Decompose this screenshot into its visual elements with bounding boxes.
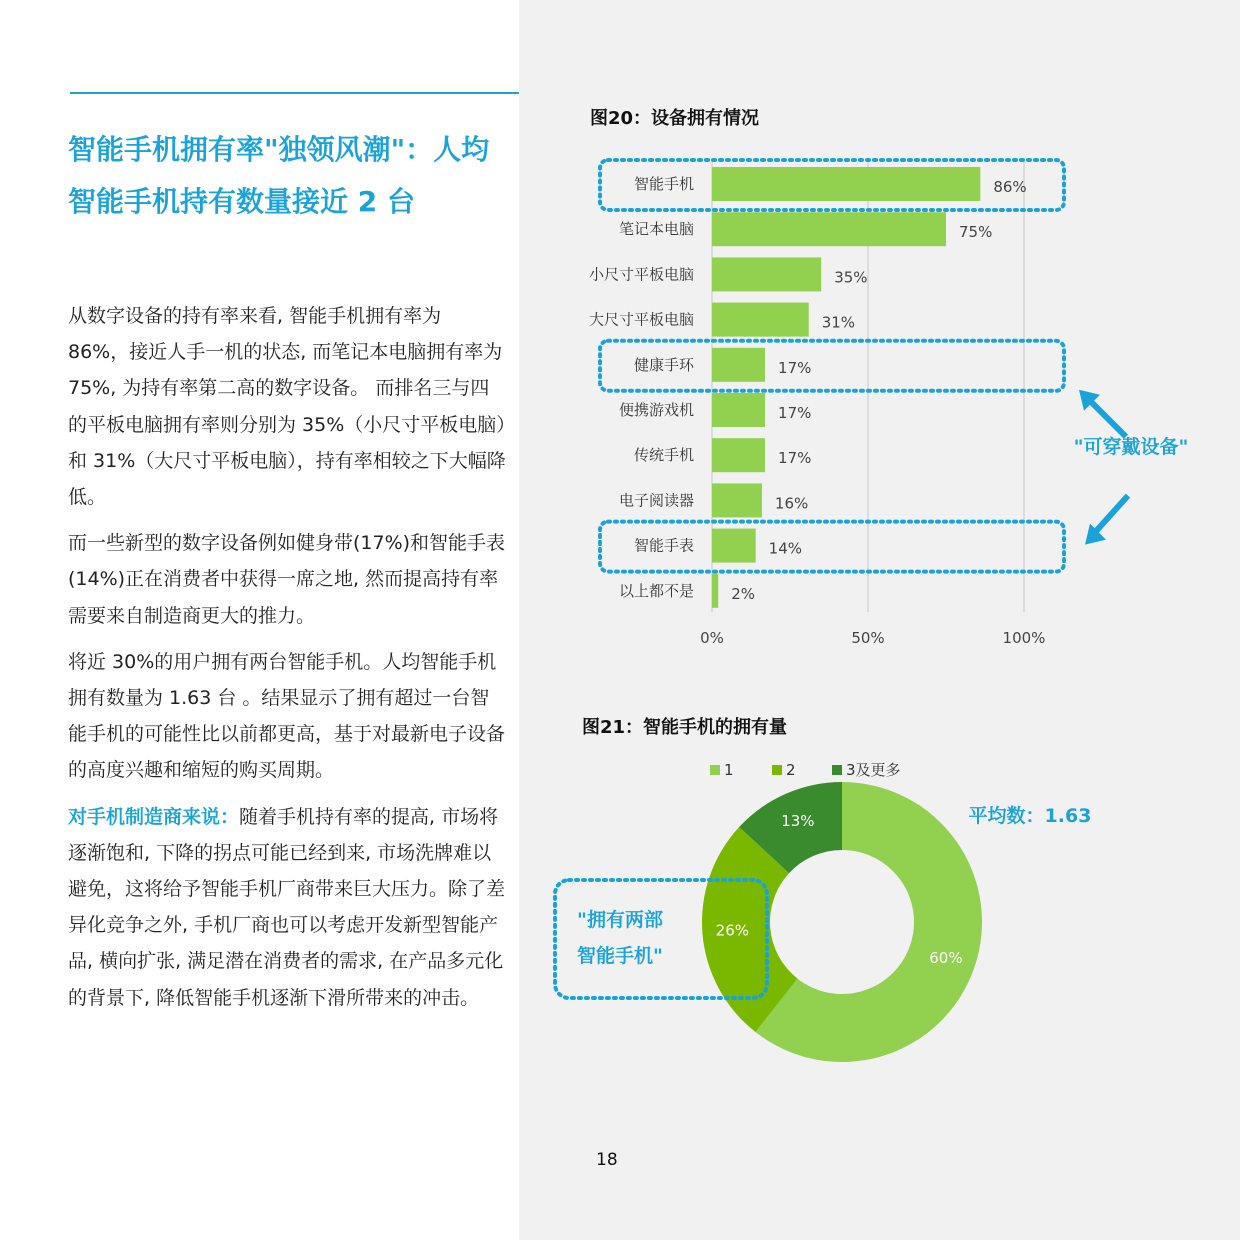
value-label: 31% — [821, 313, 856, 332]
paragraph-4 — [68, 799, 508, 1016]
legend-swatch — [772, 765, 782, 775]
category-label: 智能手机 — [633, 175, 694, 193]
bar — [712, 438, 765, 472]
two-phones-annotation-line1: "拥有两部 — [577, 909, 663, 931]
category-label: 笔记本电脑 — [618, 220, 694, 239]
bar — [712, 348, 765, 382]
page-number: 18 — [596, 1150, 618, 1170]
category-label: 传统手机 — [633, 446, 694, 465]
paragraph-4-highlight: 对手机制造商来说： — [68, 805, 240, 828]
value-label: 17% — [778, 449, 812, 468]
headline — [68, 124, 518, 228]
x-tick-label: 50% — [851, 629, 885, 647]
bar — [712, 212, 946, 246]
wearable-annotation: "可穿戴设备" — [1073, 436, 1189, 459]
legend-label: 3及更多 — [846, 761, 901, 779]
paragraph-3: 将近 30%的用户拥有两台智能手机。人均智能手机拥有数量为 1.63 台 。结果显示了拥有超过一台智能手机的可能性比以前都更高，基于对最新电子设备的高度兴趣和缩短的购买周期。 — [68, 650, 506, 782]
arrow-down-shaft — [1092, 496, 1128, 536]
slice-label: 13% — [781, 812, 815, 831]
headline-line-2: 智能手机持有数量接近 2 台 — [68, 185, 415, 218]
bar — [712, 167, 980, 201]
slice-label: 26% — [715, 921, 750, 940]
x-tick-label: 100% — [1002, 629, 1046, 647]
value-label: 17% — [778, 404, 812, 422]
paragraph-1: 从数字设备的持有率来看, 智能手机拥有率为 86%，接近人手一机的状态, 而笔记本电脑拥有率为 75%, 为持有率第二高的数字设备。 而排名三与四的平板电脑拥有率则分别为 35%（小尺寸平板电脑）和 31%（大尺寸平板电脑），持有率相较之下大幅降低。 — [68, 305, 506, 509]
value-label: 17% — [778, 358, 812, 377]
headline-line-1: 智能手机拥有率"独领风潮"：人均 — [68, 133, 490, 166]
bar — [712, 393, 765, 427]
x-tick-label: 0% — [700, 629, 724, 647]
bar — [712, 483, 762, 517]
fig21-title: 图21：智能手机的拥有量 — [582, 717, 788, 738]
bar — [712, 303, 809, 337]
fig20-title: 图20：设备拥有情况 — [590, 108, 760, 129]
category-label: 智能手表 — [633, 536, 694, 555]
bar — [712, 574, 718, 608]
category-label: 以上都不是 — [618, 581, 694, 600]
legend-swatch — [710, 765, 720, 775]
fig20-bar-chart — [560, 150, 1240, 660]
bar — [712, 257, 821, 291]
legend-swatch — [832, 765, 842, 775]
category-label: 电子阅读器 — [618, 491, 694, 510]
top-rule — [70, 92, 519, 94]
value-label: 2% — [731, 584, 756, 603]
slice-label: 60% — [929, 948, 963, 967]
body-text — [68, 298, 508, 1026]
fig21-donut-chart — [540, 750, 1240, 1100]
two-phones-annotation-line2: 智能手机" — [577, 945, 663, 967]
value-label: 35% — [834, 268, 868, 287]
legend-label: 1 — [724, 761, 734, 779]
category-label: 健康手环 — [633, 355, 694, 374]
paragraph-4-text: 随着手机持有率的提高, 市场将逐渐饱和, 下降的拐点可能已经到来, 市场洗牌难以避免，这将给予智能手机厂商带来巨大压力。除了差异化竞争之外, 手机厂商也可以考虑开发新型智能产品, 横向扩张, 满足潜在消费者的需求, 在产品多元化的背景下, 降低智能手机逐渐下滑所带来的冲击。 — [68, 805, 506, 1009]
value-label: 75% — [959, 223, 993, 242]
average-annotation: 平均数：1.63 — [968, 805, 1092, 827]
legend-label: 2 — [786, 761, 796, 779]
value-label: 86% — [993, 178, 1027, 196]
value-label: 14% — [768, 539, 803, 558]
bar — [712, 529, 756, 563]
category-label: 小尺寸平板电脑 — [588, 265, 694, 284]
value-label: 16% — [774, 494, 809, 513]
paragraph-2: 而一些新型的数字设备例如健身带(17%)和智能手表(14%)正在消费者中获得一席之地, 然而提高持有率需要来自制造商更大的推力。 — [68, 532, 506, 627]
category-label: 大尺寸平板电脑 — [588, 310, 694, 329]
category-label: 便携游戏机 — [618, 401, 694, 419]
